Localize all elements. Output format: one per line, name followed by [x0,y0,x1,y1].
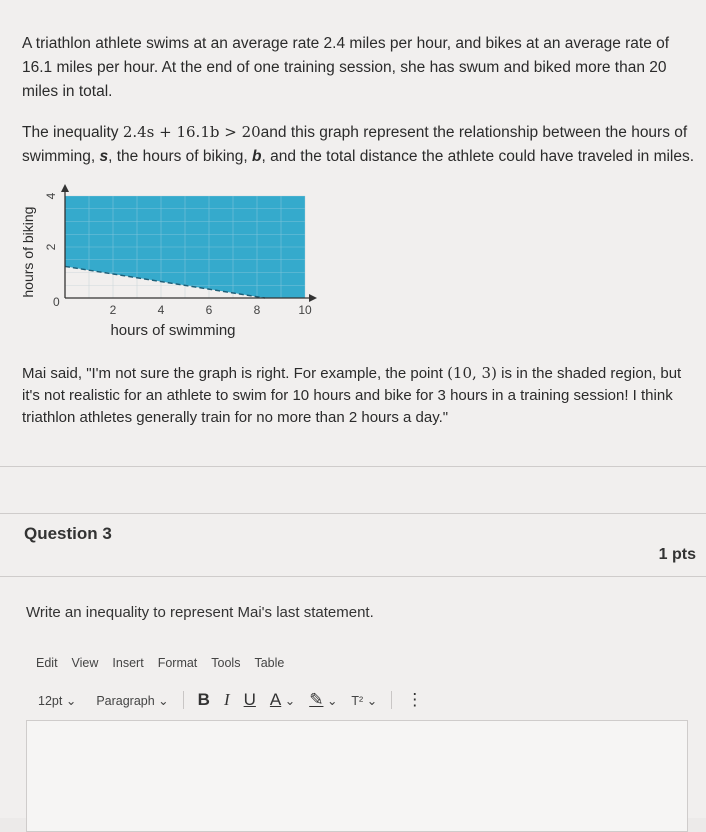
p2-text-2: and this graph represent the relationship between the hours of swimming, [22,124,688,165]
editor-menubar [36,656,284,670]
x-tick-label: 10 [298,303,312,317]
font-size-select[interactable] [38,693,76,708]
menu-format[interactable]: Format [157,656,198,670]
inequality-graph [20,180,320,350]
font-size-value: 12pt [38,693,63,708]
menu-tools[interactable]: Tools [211,656,241,670]
answer-editor[interactable] [26,720,688,832]
y-tick-labels [44,192,58,250]
chevron-down-icon: ⌄ [65,693,77,708]
bold-button[interactable]: B [197,690,210,709]
menu-table[interactable]: Table [254,656,285,670]
point-math: (10, 3) [447,364,497,382]
chevron-down-icon: ⌄ [326,694,338,708]
chevron-down-icon: ⌄ [158,693,169,708]
x-axis-label: hours of swimming [110,322,236,339]
question-header-bottom [0,576,706,577]
problem-paragraph-3 [22,362,702,429]
p2-text: The inequality [22,124,123,141]
more-icon[interactable]: ⋮ [406,690,424,709]
var-b: b [252,148,262,165]
toolbar-separator [183,691,184,709]
inequality-math: 2.4s + 16.1b > 20 [122,123,261,141]
problem-paragraph-2 [22,120,702,169]
menu-edit[interactable]: Edit [36,656,58,670]
superscript-icon: T² [351,693,364,708]
italic-button[interactable]: I [223,690,230,709]
y-axis-label: hours of biking [20,206,36,298]
underline-button[interactable]: U [243,690,256,709]
question-prompt: Write an inequality to represent Mai's last statement. [26,604,374,621]
x-tick-label: 4 [157,303,165,317]
y-tick-label: 2 [44,243,58,251]
problem-paragraph-1: A triathlon athlete swims at an average rate 2.4 miles per hour, and bikes at an average rate of 16.1 miles per hour. At the end of one training session, she has swum and biked more than 20 miles in total. [22,35,670,100]
x-tick-labels [110,303,312,317]
x-tick-label: 6 [205,303,213,317]
chevron-down-icon: ⌄ [366,693,378,708]
text-color-icon: A [269,690,282,709]
text-color-button[interactable] [270,690,295,710]
x-tick-label: 8 [253,303,261,317]
var-s: s [99,148,109,165]
p2-text-4: , and the total distance the athlete could have traveled in miles. [261,148,695,165]
block-format-select[interactable] [96,693,168,708]
editor-toolbar [38,690,423,710]
chevron-down-icon: ⌄ [284,694,296,708]
y-axis-arrow [61,184,69,192]
divider [0,466,706,467]
question-header-top [0,513,706,514]
highlight-button[interactable] [309,690,337,710]
block-format-value: Paragraph [96,693,155,708]
p3-text-2: is in the shaded region, but it's not realistic for an athlete to swim for 10 hours and bike for 3 hours in a training session! I think triathlon athletes generally train for no more than 2 hours a day." [22,365,682,426]
superscript-button[interactable] [351,693,377,708]
p3-text: Mai said, "I'm not sure the graph is right. For example, the point [22,365,448,382]
highlight-icon: ✎ [309,690,324,709]
toolbar-separator [391,691,392,709]
x-tick-label: 2 [109,303,117,317]
menu-view[interactable]: View [71,656,99,670]
origin-label: 0 [53,295,60,309]
y-tick-label: 4 [44,192,58,200]
question-title: Question 3 [24,524,112,543]
menu-insert[interactable]: Insert [112,656,144,670]
x-axis-arrow [309,294,317,302]
question-points: 1 pts [658,546,696,563]
p2-text-3: , the hours of biking, [108,148,253,165]
